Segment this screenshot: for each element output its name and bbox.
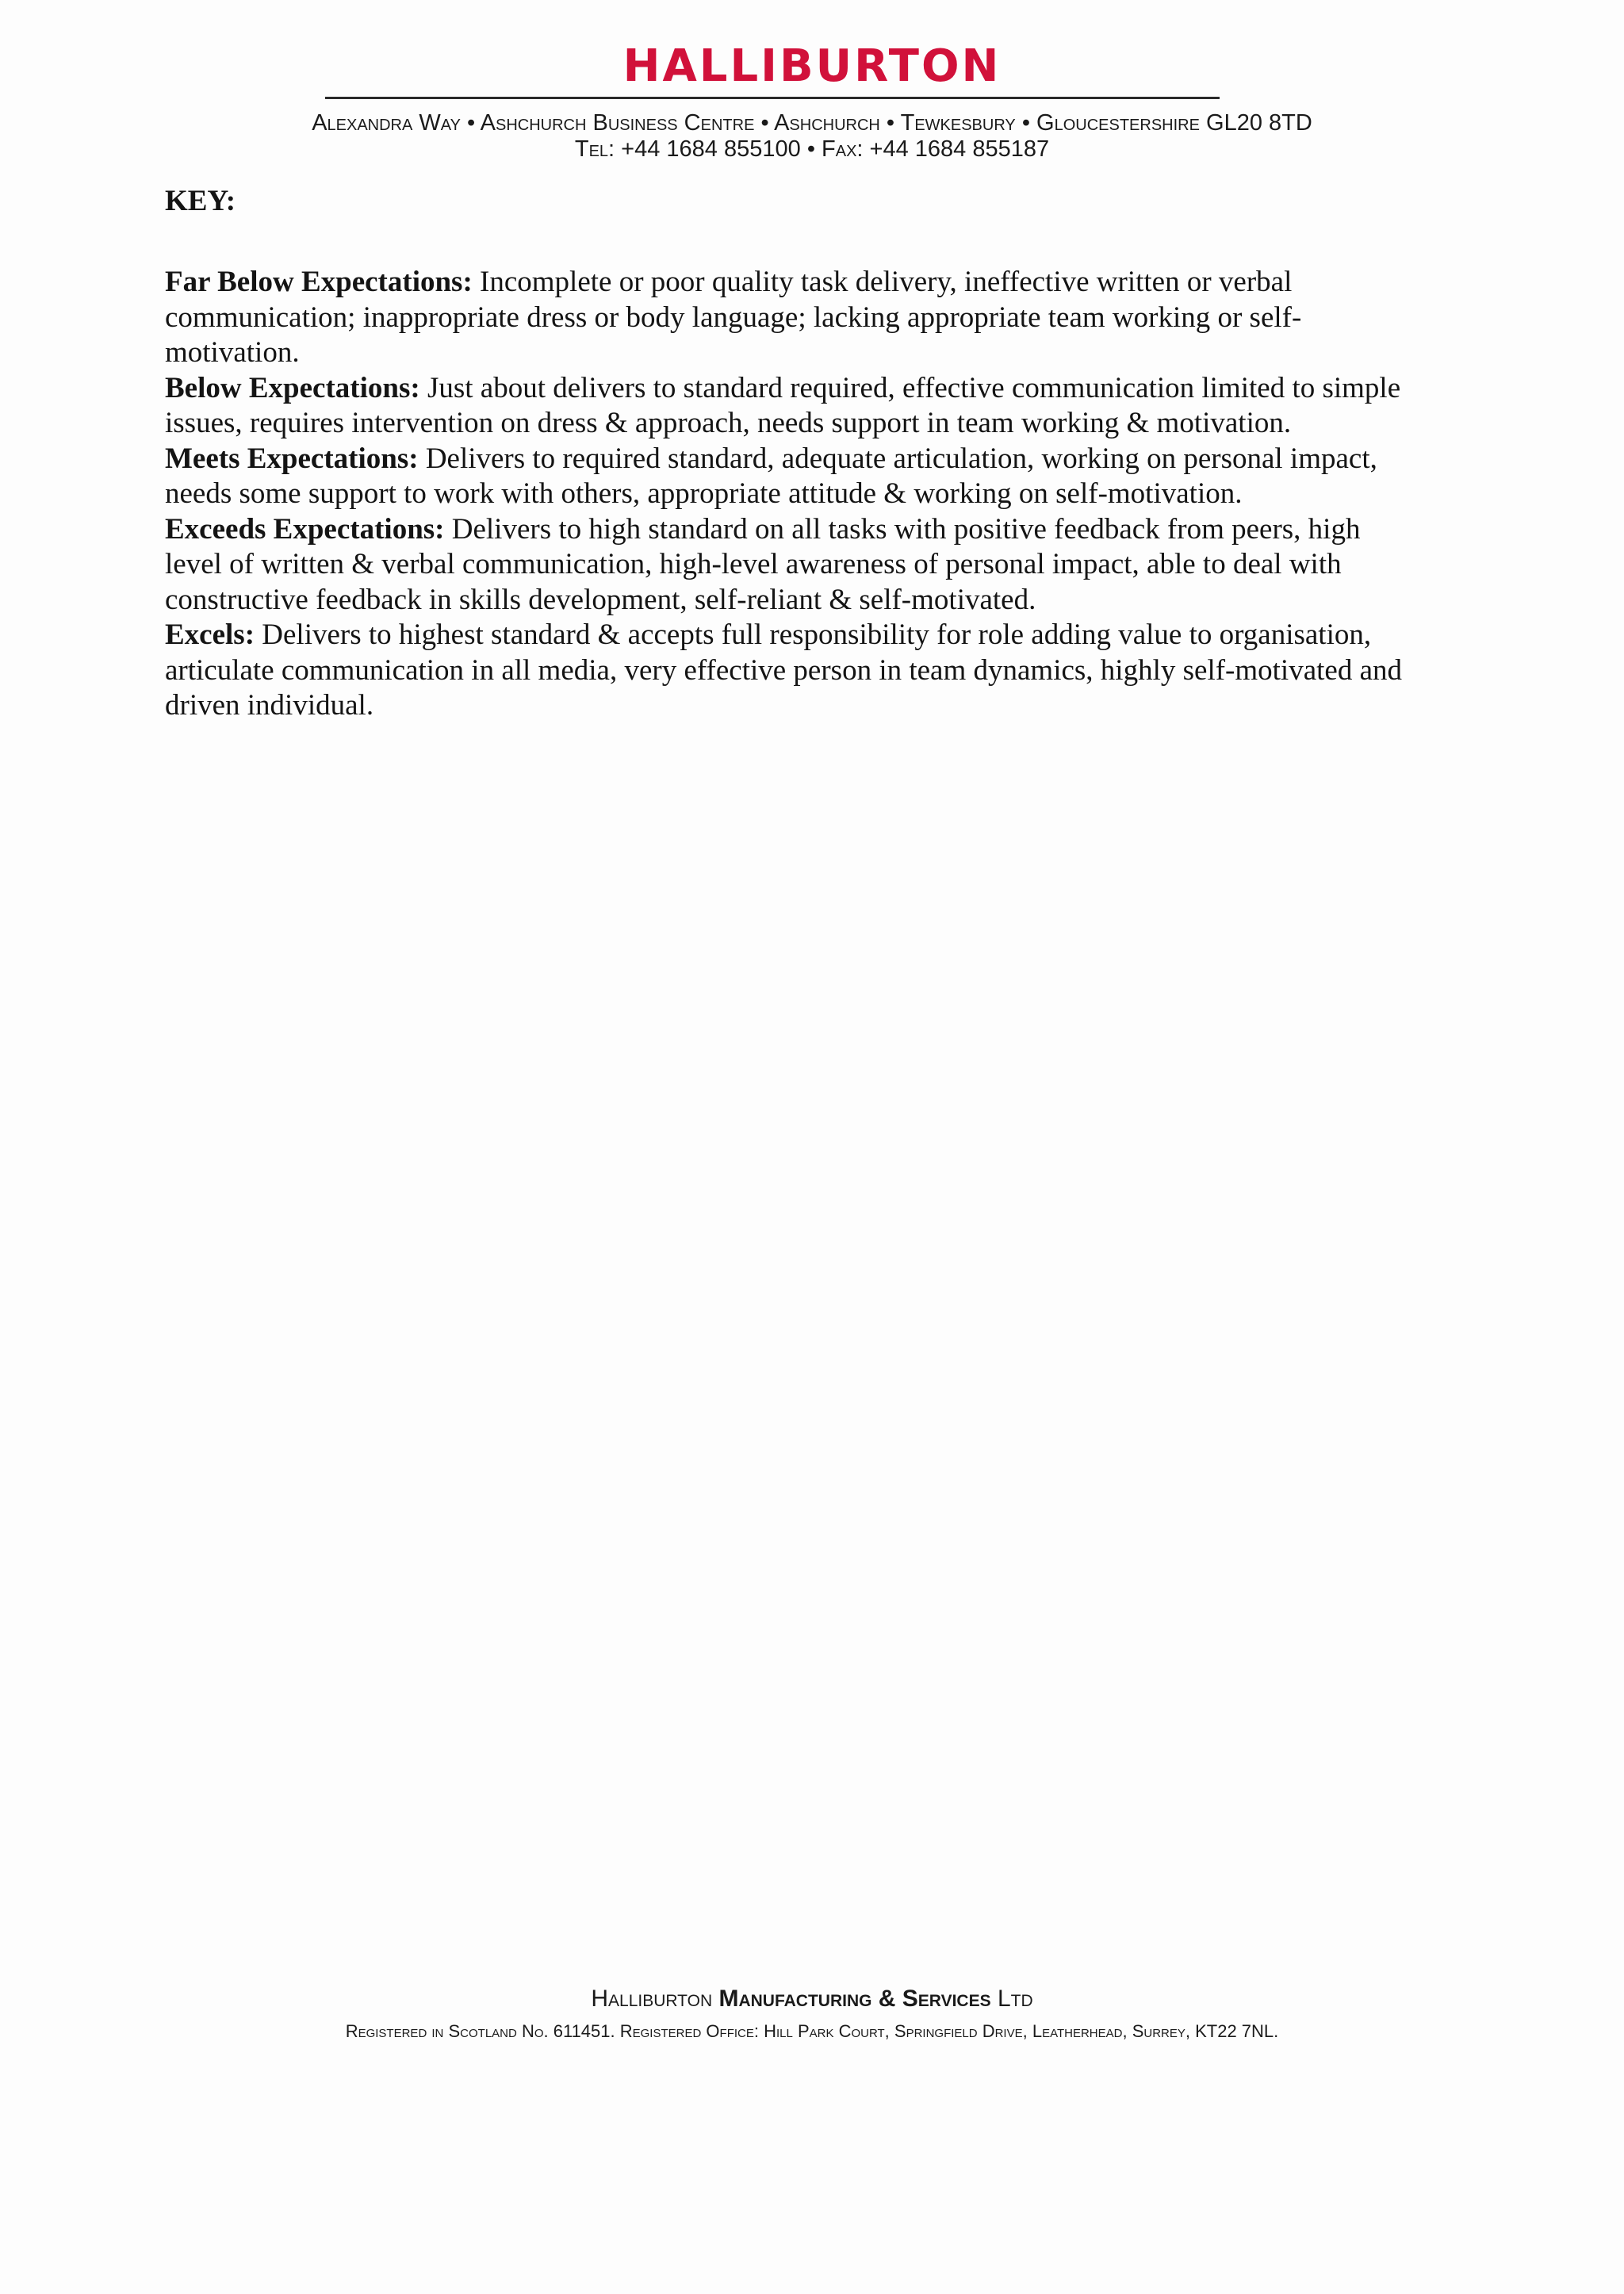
company-logo: HALLIBURTON — [622, 40, 1002, 92]
key-term: Exceeds Expectations: — [165, 512, 445, 546]
key-entry-meets — [165, 442, 1402, 512]
key-entry-far-below — [165, 265, 1402, 371]
contact-line: Tel: +44 1684 855100 • Fax: +44 1684 855187 — [574, 136, 1050, 162]
address-line: Alexandra Way • Ashchurch Business Centre • Ashchurch • Tewkesbury • Gloucestershire GL20 8TD — [312, 110, 1312, 136]
footer-company-name — [0, 1985, 1624, 2013]
key-description: Delivers to required standard, adequate articulation, working on personal impact, needs some support to work with others, appropriate attitude & working on self-motivation. — [165, 442, 1377, 510]
footer-company-strong: Manufacturing & Services — [718, 1986, 991, 2012]
key-description: Delivers to highest standard & accepts full responsibility for role adding value to organisation, articulate communication in all media, very effective person in team dynamics, highly self-motivated and driven individual. — [165, 618, 1402, 722]
key-entry-exceeds — [165, 512, 1402, 618]
key-term: Excels: — [165, 618, 255, 651]
key-description: Just about delivers to standard required, effective communication limited to simple issues, requires intervention on dress & approach, needs support in team working & motivation. — [165, 371, 1401, 439]
key-heading: KEY: — [165, 185, 236, 217]
header-divider — [325, 97, 1220, 99]
footer-company-suffix: Ltd — [997, 1986, 1033, 2012]
key-entry-excels — [165, 618, 1402, 724]
key-entry-below — [165, 371, 1402, 442]
key-term: Far Below Expectations: — [165, 266, 473, 298]
key-description: Delivers to high standard on all tasks with positive feedback from peers, high level of written & verbal communication, high-level awareness of personal impact, able to deal with constructive feedback in skills development, self-reliant & self-motivated. — [165, 512, 1361, 616]
key-section — [165, 184, 1402, 724]
key-term: Meets Expectations: — [165, 442, 419, 475]
footer-registration: Registered in Scotland No. 611451. Registered Office: Hill Park Court, Springfield Drive, Leatherhead, Surrey, KT22 7NL. — [345, 2021, 1279, 2041]
key-description: Incomplete or poor quality task delivery, ineffective written or verbal communication; inappropriate dress or body language; lacking appropriate team working or self-motivation. — [165, 266, 1302, 369]
key-term: Below Expectations: — [165, 371, 420, 404]
footer-company-prefix: Halliburton — [591, 1986, 713, 2012]
